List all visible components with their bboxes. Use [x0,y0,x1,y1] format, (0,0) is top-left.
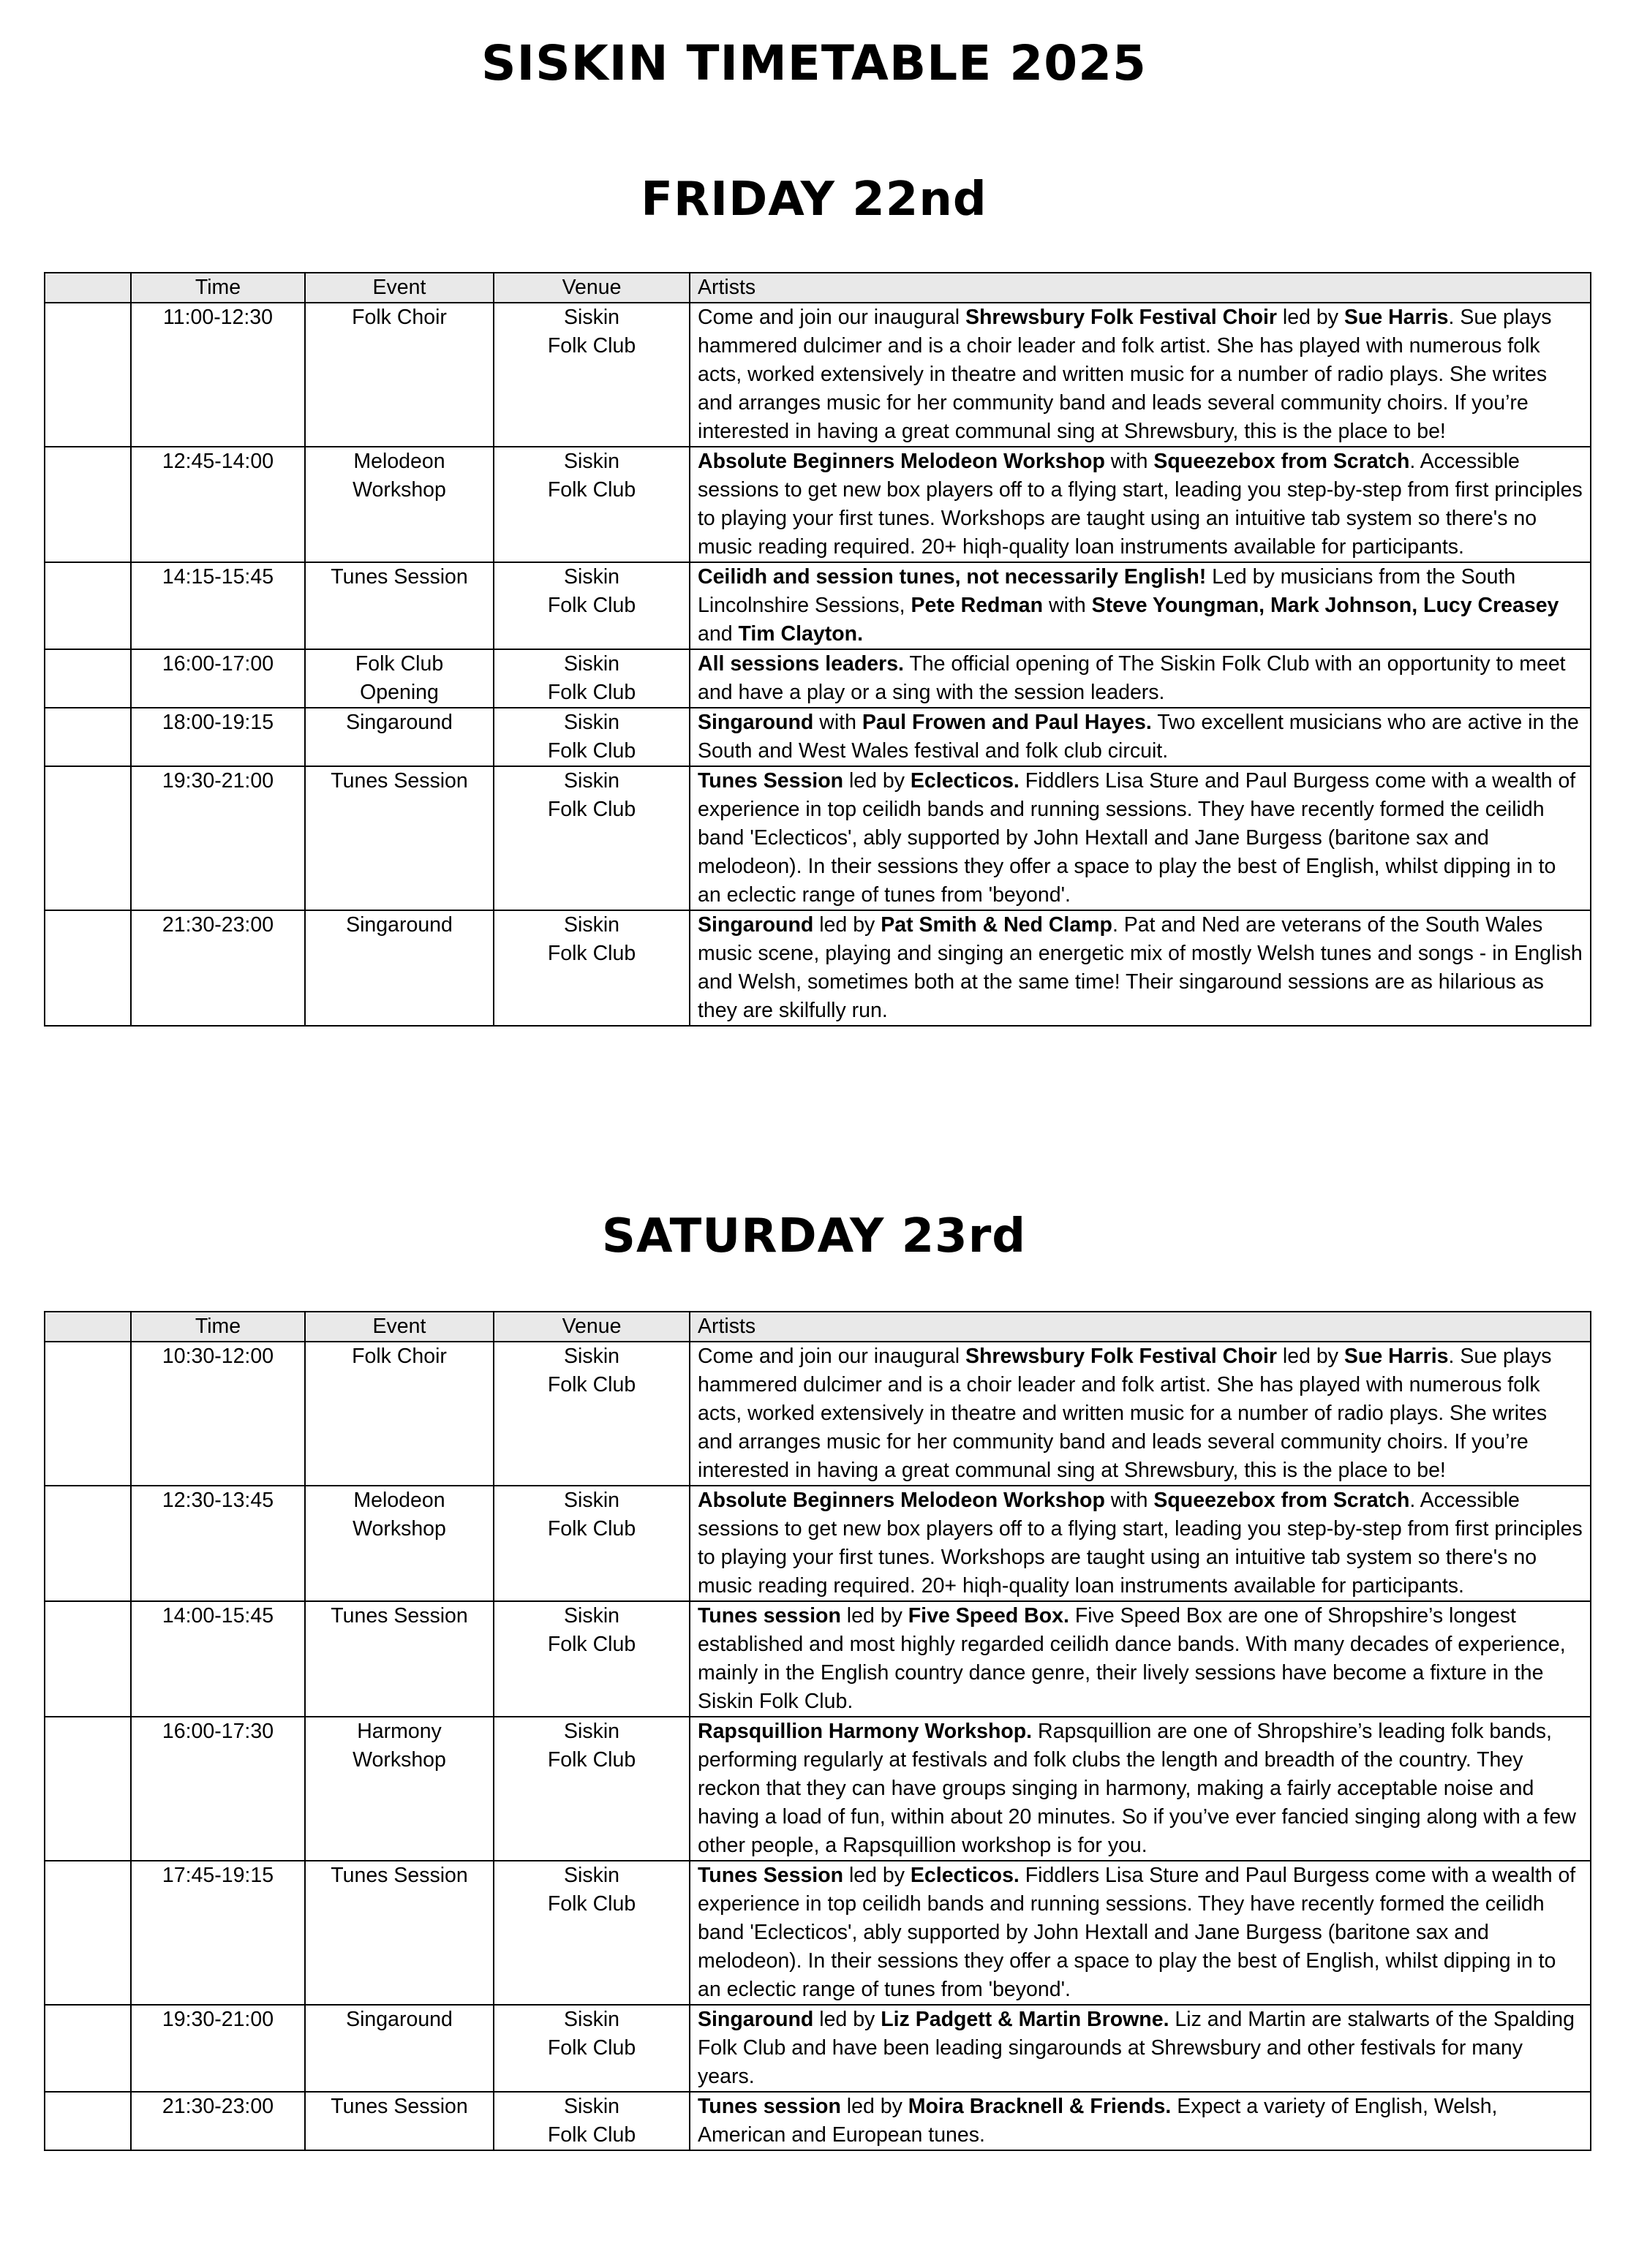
venue-cell-line: Folk Club [547,739,636,763]
artists-header: Artists [690,273,1591,303]
venue-cell-line: Folk Club [547,594,636,617]
time-cell: 14:15-15:45 [131,562,305,649]
event-cell-line: Tunes Session [331,1604,468,1628]
timetable-row [45,1601,1591,1717]
artist-highlight: Tunes session [698,1604,841,1628]
time-cell: 11:00-12:30 [131,303,305,447]
event-cell [305,1861,494,2005]
artist-text: Liz and Martin are stalwarts of the Spalding Folk Club and have been leading singarounds at Shrewsbury and other festivals for many years. [698,2008,1575,2088]
timetable-row [45,910,1591,1026]
event-cell-line: Workshop [353,478,446,502]
timetable-row [45,1861,1591,2005]
artist-text: Fiddlers Lisa Sture and Paul Burgess come with a wealth of experience in top ceilidh bands and running sessions. They have recently formed the ceilidh band 'Eclecticos', ably supported by John Hextall and Jane Burgess (baritone sax and melodeon). In their sessions they offer a space to play the best of English, whilst dipping in to an eclectic range of tunes from 'beyond'. [698,769,1576,907]
event-cell [305,649,494,708]
event-cell-line: Workshop [353,1517,446,1541]
venue-cell [494,2092,690,2150]
artist-text: Rapsquillion are one of Shropshire’s leading folk bands, performing regularly at festivals and folk clubs the length and breadth of the country. They reckon that they can have groups singing in harmony, making a fairly acceptable noise and having a load of fun, within about 20 minutes. So if you’ve ever fancied singing along with a few other people, a Rapsquillion workshop is for you. [698,1720,1576,1857]
event-cell-line: Folk Club [355,652,444,676]
venue-cell-line: Folk Club [547,2036,636,2060]
artist-text: Five Speed Box are one of Shropshire’s longest established and most highly regarded ceilidh dance bands. With many decades of experience, mainly in the English country dance genre, their lively sessions have become a fixture in the Siskin Folk Club. [698,1604,1566,1713]
artist-text: led by [813,913,881,937]
time-cell: 19:30-21:00 [131,2005,305,2092]
venue-cell-line: Folk Club [547,1892,636,1916]
artist-highlight: Tunes Session [698,1864,844,1887]
venue-cell-line: Siskin [563,1720,620,1743]
artist-highlight: Squeezebox from Scratch [1153,1489,1410,1512]
time-cell: 12:30-13:45 [131,1486,305,1601]
artists-cell [690,649,1591,708]
artist-highlight: Absolute Beginners Melodeon Workshop [698,1489,1105,1512]
artist-text: . Accessible sessions to get new box players off to a flying start, leading you step-by-step from first principles to playing your first tunes. Workshops are taught using an intuitive tab system so there's no music reading required. 20+ hiqh-quality loan instruments available for participants. [698,450,1583,559]
timetable-row [45,708,1591,766]
artist-text: led by [1277,306,1344,329]
artist-highlight: Sue Harris [1344,1345,1449,1368]
venue-cell-line: Siskin [563,652,620,676]
row-index-cell [45,2092,131,2150]
venue-cell-line: Siskin [563,1345,620,1368]
time-cell: 14:00-15:45 [131,1601,305,1717]
artist-text: led by [843,769,911,793]
artist-highlight: Liz Padgett & Martin Browne. [881,2008,1169,2031]
time-cell: 21:30-23:00 [131,910,305,1026]
event-cell-line: Folk Choir [352,306,447,329]
venue-cell-line: Folk Club [547,1517,636,1541]
venue-cell-line: Siskin [563,1604,620,1628]
event-cell [305,766,494,910]
venue-cell-line: Folk Club [547,2123,636,2147]
artist-highlight: Sue Harris [1344,306,1449,329]
event-cell [305,708,494,766]
event-header: Event [305,273,494,303]
timetable-row [45,447,1591,562]
artists-cell [690,2092,1591,2150]
timetable-row [45,1486,1591,1601]
artist-highlight: Five Speed Box. [908,1604,1069,1628]
venue-cell-line: Siskin [563,306,620,329]
venue-cell [494,910,690,1026]
time-cell: 10:30-12:00 [131,1342,305,1486]
artist-highlight: Tunes session [698,2095,841,2118]
venue-cell [494,708,690,766]
artist-text: Two excellent musicians who are active in the South and West Wales festival and folk club circuit. [698,711,1579,763]
venue-cell [494,1601,690,1717]
venue-cell-line: Siskin [563,2095,620,2118]
artist-text: with [1104,1489,1154,1512]
venue-cell-line: Siskin [563,450,620,473]
venue-cell-line: Siskin [563,913,620,937]
artist-text: Come and join our inaugural [698,306,965,329]
artist-text: . Sue plays hammered dulcimer and is a choir leader and folk artist. She has played with numerous folk acts, worked extensively in theatre and written music for a number of radio plays. She writes and arranges music for her community band and leads several community choirs. If you’re interested in having a great communal sing at Shrewsbury, this is the place to be! [698,1345,1552,1482]
artist-highlight: Eclecticos. [910,1864,1020,1887]
saturday-title: SATURDAY 23rd [601,1209,1027,1263]
row-index-cell [45,562,131,649]
event-cell-line: Tunes Session [331,2095,468,2118]
venue-header: Venue [494,273,690,303]
venue-cell-line: Folk Club [547,1373,636,1396]
artist-highlight: Ceilidh and session tunes, not necessarily English! [698,565,1207,589]
event-cell-line: Opening [360,681,439,704]
artist-text: . Sue plays hammered dulcimer and is a choir leader and folk artist. She has played with numerous folk acts, worked extensively in theatre and written music for a number of radio plays. She writes and arranges music for her community band and leads several community choirs. If you’re interested in having a great communal sing at Shrewsbury, this is the place to be! [698,306,1552,443]
row-index-cell [45,303,131,447]
venue-cell-line: Siskin [563,769,620,793]
artists-cell [690,562,1591,649]
event-cell [305,1601,494,1717]
event-cell-line: Harmony [357,1720,442,1743]
event-cell [305,1342,494,1486]
venue-cell-line: Folk Club [547,334,636,358]
artist-highlight: Moira Bracknell & Friends. [908,2095,1172,2118]
artist-text: led by [1277,1345,1344,1368]
timetable-row [45,2005,1591,2092]
artist-text: . Pat and Ned are veterans of the South Wales music scene, playing and singing an energetic mix of mostly Welsh tunes and songs - in English and Welsh, sometimes both at the same time! Their singaround sessions are as hilarious as they are skilfully run. [698,913,1583,1022]
time-cell: 16:00-17:30 [131,1717,305,1861]
artist-text: The official opening of The Siskin Folk Club with an opportunity to meet and have a play or a sing with the session leaders. [698,652,1566,704]
timetable-row [45,2092,1591,2150]
event-cell [305,1717,494,1861]
venue-cell [494,1486,690,1601]
artists-cell [690,708,1591,766]
artist-highlight: Squeezebox from Scratch [1153,450,1410,473]
timetable-row [45,562,1591,649]
venue-header: Venue [494,1312,690,1342]
event-cell-line: Tunes Session [331,769,468,793]
artist-highlight: Singaround [698,913,814,937]
friday-title: FRIDAY 22nd [641,173,987,227]
venue-cell-line: Folk Club [547,1633,636,1656]
time-cell: 19:30-21:00 [131,766,305,910]
artist-text: led by [840,2095,908,2118]
time-header: Time [131,1312,305,1342]
artist-highlight: Paul Frowen and Paul Hayes. [862,711,1152,734]
row-index-cell [45,708,131,766]
event-cell-line: Tunes Session [331,565,468,589]
event-cell [305,562,494,649]
artists-cell [690,910,1591,1026]
row-index-cell [45,910,131,1026]
venue-cell-line: Folk Club [547,681,636,704]
venue-cell-line: Siskin [563,1489,620,1512]
time-cell: 12:45-14:00 [131,447,305,562]
artist-highlight: All sessions leaders. [698,652,904,676]
header-row [45,273,1591,303]
header-row [45,1312,1591,1342]
event-cell-line: Singaround [346,711,453,734]
artists-cell [690,303,1591,447]
artists-cell [690,1717,1591,1861]
artist-text: led by [843,1864,911,1887]
time-cell: 18:00-19:15 [131,708,305,766]
timetable-row [45,1342,1591,1486]
timetable-row [45,303,1591,447]
artists-cell [690,1861,1591,2005]
venue-cell-line: Folk Club [547,478,636,502]
row-index-cell [45,1601,131,1717]
artist-highlight: Tim Clayton. [738,622,863,646]
time-cell: 21:30-23:00 [131,2092,305,2150]
row-index-cell [45,447,131,562]
artist-highlight: Eclecticos. [910,769,1020,793]
event-cell-line: Folk Choir [352,1345,447,1368]
timetable-row [45,1717,1591,1861]
artist-text: with [1043,594,1092,617]
event-cell-line: Melodeon [353,450,445,473]
event-cell-line: Singaround [346,913,453,937]
venue-cell-line: Folk Club [547,1748,636,1772]
artists-cell [690,766,1591,910]
artist-highlight: Shrewsbury Folk Festival Choir [965,1345,1278,1368]
venue-cell-line: Siskin [563,2008,620,2031]
time-cell: 17:45-19:15 [131,1861,305,2005]
venue-cell-line: Siskin [563,711,620,734]
artist-highlight: Shrewsbury Folk Festival Choir [965,306,1278,329]
artist-text: with [1104,450,1154,473]
venue-cell [494,562,690,649]
event-cell-line: Workshop [353,1748,446,1772]
friday-timetable [44,272,1591,1027]
venue-cell-line: Folk Club [547,942,636,965]
row-index-cell [45,1342,131,1486]
row-index-cell [45,766,131,910]
artist-text: led by [813,2008,881,2031]
venue-cell-line: Siskin [563,1864,620,1887]
saturday-timetable [44,1311,1591,2151]
artist-highlight: Pete Redman [911,594,1044,617]
event-cell [305,1486,494,1601]
event-cell-line: Singaround [346,2008,453,2031]
event-cell [305,303,494,447]
event-cell [305,447,494,562]
event-cell [305,2005,494,2092]
artist-text: . Accessible sessions to get new box players off to a flying start, leading you step-by-step from first principles to playing your first tunes. Workshops are taught using an intuitive tab system so there's no music reading required. 20+ hiqh-quality loan instruments available for participants. [698,1489,1583,1598]
artists-cell [690,1486,1591,1601]
venue-cell [494,1717,690,1861]
venue-cell [494,303,690,447]
index-header [45,273,131,303]
row-index-cell [45,1861,131,2005]
venue-cell [494,766,690,910]
artist-text: with [813,711,862,734]
venue-cell-line: Folk Club [547,798,636,821]
time-header: Time [131,273,305,303]
time-cell: 16:00-17:00 [131,649,305,708]
event-cell-line: Melodeon [353,1489,445,1512]
artist-text: Expect a variety of English, Welsh, American and European tunes. [698,2095,1498,2147]
artists-cell [690,1601,1591,1717]
artist-text: Led by musicians from the South Lincolnshire Sessions, [698,565,1516,617]
artists-cell [690,1342,1591,1486]
venue-cell [494,649,690,708]
artist-highlight: Steve Youngman, Mark Johnson, Lucy Creasey [1091,594,1559,617]
event-cell-line: Tunes Session [331,1864,468,1887]
artist-text: and [698,622,739,646]
timetable-row [45,766,1591,910]
artist-text: led by [840,1604,908,1628]
venue-cell [494,1861,690,2005]
artists-header: Artists [690,1312,1591,1342]
artist-text: Fiddlers Lisa Sture and Paul Burgess come with a wealth of experience in top ceilidh bands and running sessions. They have recently formed the ceilidh band 'Eclecticos', ably supported by John Hextall and Jane Burgess (baritone sax and melodeon). In their sessions they offer a space to play the best of English, whilst dipping in to an eclectic range of tunes from 'beyond'. [698,1864,1576,2001]
venue-cell [494,1342,690,1486]
artist-highlight: Singaround [698,711,814,734]
venue-cell-line: Siskin [563,565,620,589]
row-index-cell [45,1486,131,1601]
artist-highlight: Tunes Session [698,769,844,793]
artists-cell [690,447,1591,562]
artist-highlight: Rapsquillion Harmony Workshop. [698,1720,1033,1743]
row-index-cell [45,2005,131,2092]
artist-highlight: Pat Smith & Ned Clamp [881,913,1112,937]
event-cell [305,910,494,1026]
event-cell [305,2092,494,2150]
artists-cell [690,2005,1591,2092]
index-header [45,1312,131,1342]
page-title: SISKIN TIMETABLE 2025 [481,35,1147,91]
artist-highlight: Absolute Beginners Melodeon Workshop [698,450,1105,473]
venue-cell [494,447,690,562]
artist-text: Come and join our inaugural [698,1345,965,1368]
timetable-row [45,649,1591,708]
venue-cell [494,2005,690,2092]
artist-highlight: Singaround [698,2008,814,2031]
event-header: Event [305,1312,494,1342]
row-index-cell [45,649,131,708]
row-index-cell [45,1717,131,1861]
